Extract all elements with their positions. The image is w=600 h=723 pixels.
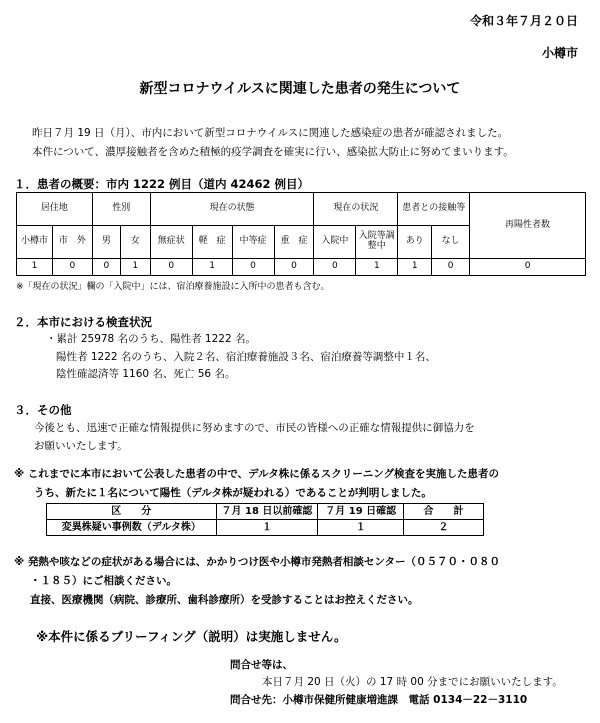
subheader-moderate: 中等症 bbox=[232, 226, 274, 259]
contact-info: 問合せ先：小樽市保健所健康増進課 電話 0134－22－3110 bbox=[230, 694, 528, 706]
delta-notice-line: ※ これまでに本市において公表した患者の中で、デルタ株に係るスクリーニング検査を実施した患者の bbox=[14, 468, 499, 480]
organization-name: 小樽市 bbox=[541, 46, 578, 60]
table-cell: １ bbox=[318, 520, 404, 536]
variant-header-total: 合 計 bbox=[404, 504, 484, 520]
table-cell: １ bbox=[216, 520, 318, 536]
table-cell: 0 bbox=[150, 259, 192, 276]
section-heading: １．患者の概要：市内 1222 例目（道内 42462 例目） bbox=[14, 177, 310, 191]
subheader-contact-no: なし bbox=[432, 226, 470, 259]
subheader-male: 男 bbox=[92, 226, 120, 259]
subheader-contact-yes: あり bbox=[398, 226, 432, 259]
table-cell: 0 bbox=[232, 259, 274, 276]
header-condition: 現在の状態 bbox=[150, 193, 314, 226]
variant-table bbox=[46, 503, 484, 536]
table-cell: 0 bbox=[314, 259, 356, 276]
table-cell: 1 bbox=[398, 259, 432, 276]
table-cell: 1 bbox=[120, 259, 150, 276]
table-cell: ２ bbox=[404, 520, 484, 536]
document-date: 令和３年７月２０日 bbox=[469, 14, 578, 28]
advice-line: ・１８５）にご相談ください。 bbox=[30, 575, 177, 587]
subheader-severe: 重 症 bbox=[274, 226, 314, 259]
other-line: 今後とも、迅速で正確な情報提供に努めますので、市民の皆様への正確な情報提供に御協力を bbox=[34, 422, 475, 434]
table-cell: 0 bbox=[432, 259, 470, 276]
table-cell: 0 bbox=[52, 259, 92, 276]
header-repositive: 再陽性者数 bbox=[470, 193, 586, 259]
page-title: 新型コロナウイルスに関連した患者の発生について bbox=[139, 81, 461, 97]
advice-line: 直接、医療機関（病院、診療所、歯科診療所）を受診することはお控えください。 bbox=[30, 594, 419, 606]
variant-header-before: ７月 18 日以前確認 bbox=[216, 504, 318, 520]
delta-notice-line: うち、新たに１名について陽性（デルタ株が疑われる）であることが判明しました。 bbox=[34, 487, 432, 499]
section-heading: ３．その他 bbox=[14, 403, 72, 417]
testing-line: 陽性者 1222 名のうち、入院２名、宿泊療養施設３名、宿泊療養等調整中１名、 bbox=[56, 351, 436, 363]
section-heading: ２．本市における検査状況 bbox=[14, 315, 152, 329]
intro-line: 本件について、濃厚接触者を含めた積極的疫学調査を確実に行い、感染拡大防止に努めてまいります。 bbox=[32, 146, 514, 158]
header-residence: 居住地 bbox=[17, 193, 93, 226]
table-cell: 1 bbox=[192, 259, 232, 276]
table-cell: 0 bbox=[470, 259, 586, 276]
table-note: ※「現在の状況」欄の「入院中」には、宿泊療養施設に入所中の患者も含む。 bbox=[16, 282, 330, 292]
briefing-notice: ※本件に係るブリーフィング（説明）は実施しません。 bbox=[36, 629, 347, 644]
variant-header-category: 区 分 bbox=[47, 504, 217, 520]
table-cell: 0 bbox=[92, 259, 120, 276]
advice-line: ※ 発熱や咳などの症状がある場合には、かかりつけ医や小樽市発熱者相談センター（０５７０・０８０ bbox=[14, 556, 500, 568]
testing-line: ・累計 25978 名のうち、陽性者 1222 名。 bbox=[46, 333, 256, 345]
table-cell: 1 bbox=[17, 259, 53, 276]
header-contact: 患者との接触等 bbox=[398, 193, 470, 226]
table-cell: 1 bbox=[356, 259, 398, 276]
header-sex: 性別 bbox=[92, 193, 150, 226]
variant-row-label: 変異株疑い事例数（デルタ株） bbox=[47, 520, 217, 536]
intro-line: 昨日７月 19 日（月）、市内において新型コロナウイルスに関連した感染症の患者が確認されました。 bbox=[32, 127, 509, 139]
other-line: お願いいたします。 bbox=[34, 440, 128, 452]
subheader-adjusting: 入院等調整中 bbox=[356, 226, 398, 259]
header-status: 現在の状況 bbox=[314, 193, 398, 226]
subheader-mild: 軽 症 bbox=[192, 226, 232, 259]
subheader-otaru: 小樽市 bbox=[17, 226, 53, 259]
variant-header-day: ７月 19 日確認 bbox=[318, 504, 404, 520]
patient-summary-table bbox=[16, 192, 586, 276]
testing-line: 陰性確認済等 1160 名、死亡 56 名。 bbox=[56, 368, 236, 380]
subheader-hospitalized: 入院中 bbox=[314, 226, 356, 259]
subheader-outside: 市 外 bbox=[52, 226, 92, 259]
contact-line: 問合せ等は、 bbox=[230, 659, 293, 671]
table-cell: 0 bbox=[274, 259, 314, 276]
subheader-asymptomatic: 無症状 bbox=[150, 226, 192, 259]
subheader-female: 女 bbox=[120, 226, 150, 259]
contact-line: 本日７月 20 日（火）の 17 時 00 分までにお願いいたします。 bbox=[262, 676, 563, 688]
